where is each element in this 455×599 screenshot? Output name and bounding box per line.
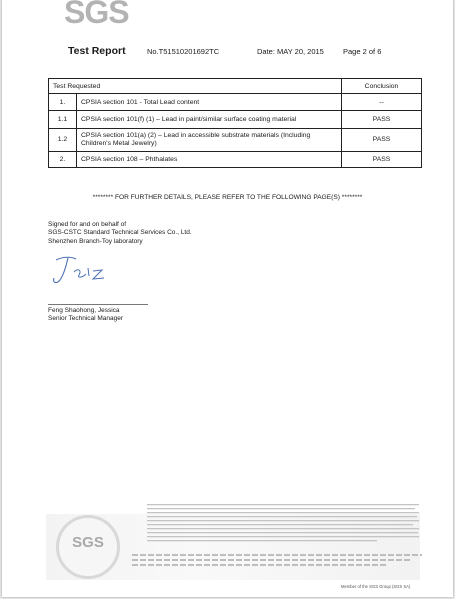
signed-line-3: Shenzhen Branch-Toy laboratory — [48, 237, 143, 245]
page-number: Page 2 of 6 — [343, 47, 382, 56]
sgs-seal-icon — [56, 515, 120, 579]
report-date: Date: MAY 20, 2015 — [257, 47, 324, 56]
row-conclusion: PASS — [342, 129, 422, 152]
row-number: 1. — [49, 94, 77, 111]
report-title: Test Report — [68, 45, 126, 57]
handwritten-signature — [46, 250, 124, 290]
results-table — [48, 78, 422, 168]
table-header-row — [49, 79, 422, 94]
row-description: CPSIA section 101 - Total Lead content — [77, 94, 342, 111]
report-number: No.T51510201692TC — [147, 47, 220, 56]
footer-address-lines — [132, 554, 422, 570]
row-description: CPSIA section 101(f) (1) – Lead in paint/similar surface coating material — [77, 111, 342, 129]
further-details-note: ******** FOR FURTHER DETAILS, PLEASE REFER TO THE FOLLOWING PAGE(S) ******** — [92, 194, 363, 201]
row-number: 1.2 — [49, 129, 77, 152]
row-description: CPSIA section 101(a) (2) – Lead in accessible substrate materials (Including Children's Metal Jewelry) — [77, 129, 342, 152]
signature-line — [48, 304, 148, 305]
legal-fine-print — [147, 502, 419, 546]
table-row — [49, 152, 422, 168]
seal-logo: SGS — [72, 534, 104, 551]
report-header — [2, 47, 453, 61]
signer-title: Senior Technical Manager — [48, 315, 124, 323]
row-conclusion: -- — [342, 94, 422, 111]
signed-line-2: SGS-CSTC Standard Technical Services Co., Ltd. — [48, 229, 192, 237]
row-conclusion: PASS — [342, 111, 422, 129]
report-page — [2, 0, 453, 597]
conclusion-header: Conclusion — [342, 79, 422, 94]
seal-subtext — [59, 552, 117, 556]
table-row — [49, 94, 422, 111]
row-description: CPSIA section 108 – Phthalates — [77, 152, 342, 168]
member-of-sgs-group: Member of the SGS Group (SGS SA) — [341, 584, 411, 589]
row-conclusion: PASS — [342, 152, 422, 168]
signed-line-1: Signed for and on behalf of — [48, 221, 127, 228]
row-number: 1.1 — [49, 111, 77, 129]
test-requested-header: Test Requested — [49, 79, 342, 94]
signed-on-behalf-block — [48, 221, 192, 246]
sgs-logo: SGS — [64, 0, 129, 30]
signer-block — [48, 307, 123, 324]
signer-name: Feng Shaohong, Jessica — [48, 307, 120, 314]
table-row — [49, 129, 422, 152]
table-row — [49, 111, 422, 129]
row-number: 2. — [49, 152, 77, 168]
